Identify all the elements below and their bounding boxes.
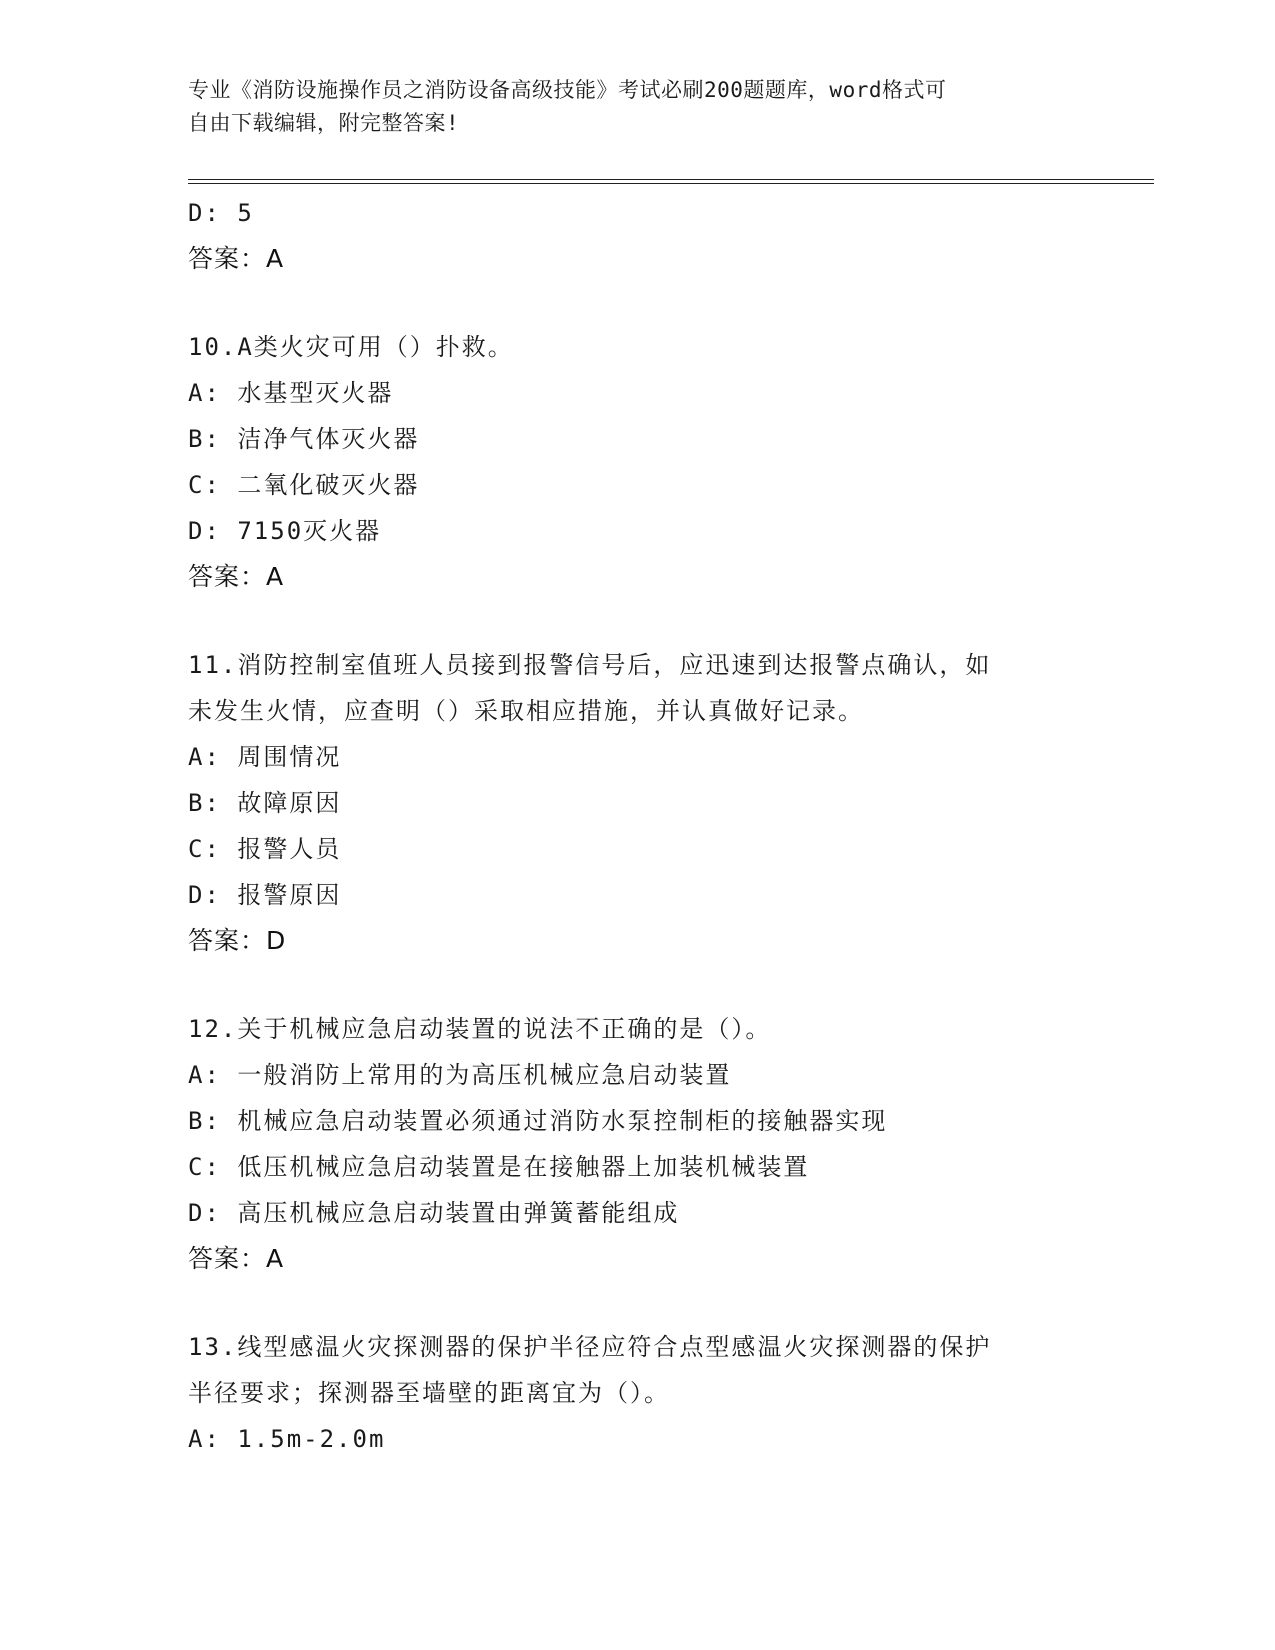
question-13	[188, 1324, 1108, 1462]
option-a: A: 周围情况	[188, 743, 342, 771]
spacer	[188, 964, 1108, 1006]
spacer	[188, 282, 1108, 324]
option-c: C: 低压机械应急启动装置是在接触器上加装机械装置	[188, 1153, 810, 1181]
question-text-continued: 未发生火情，应查明（）采取相应措施，并认真做好记录。	[188, 697, 864, 725]
previous-question-tail	[188, 190, 1108, 282]
question-text: 10.A类火灾可用（）扑救。	[188, 333, 514, 361]
option-c: C: 报警人员	[188, 835, 342, 863]
option-b: B: 机械应急启动装置必须通过消防水泵控制柜的接触器实现	[188, 1107, 888, 1135]
spacer	[188, 600, 1108, 642]
question-12	[188, 1006, 1108, 1282]
option-a: A: 一般消防上常用的为高压机械应急启动装置	[188, 1061, 732, 1089]
question-text: 11.消防控制室值班人员接到报警信号后，应迅速到达报警点确认，如	[188, 651, 992, 679]
option-d: D: 7150灭火器	[188, 517, 382, 545]
document-header	[188, 74, 1068, 140]
option-c: C: 二氧化破灭火器	[188, 471, 420, 499]
option-a: A: 1.5m-2.0m	[188, 1425, 386, 1453]
answer-line: 答案：A	[188, 562, 285, 591]
option-d: D: 报警原因	[188, 881, 342, 909]
answer-line: 答案：D	[188, 926, 287, 955]
option-b: B: 故障原因	[188, 789, 342, 817]
document-body	[188, 190, 1108, 1462]
header-line-1: 专业《消防设施操作员之消防设备高级技能》考试必刷200题题库，word格式可	[188, 78, 947, 102]
answer-line: 答案：A	[188, 244, 285, 273]
header-divider-bottom	[188, 183, 1154, 184]
question-11	[188, 642, 1108, 964]
question-text-continued: 半径要求；探测器至墙壁的距离宜为（）。	[188, 1379, 670, 1407]
option-a: A: 水基型灭火器	[188, 379, 394, 407]
option-b: B: 洁净气体灭火器	[188, 425, 420, 453]
answer-line: 答案：A	[188, 1244, 285, 1273]
question-text: 12.关于机械应急启动装置的说法不正确的是（）。	[188, 1015, 772, 1043]
spacer	[188, 1282, 1108, 1324]
question-10	[188, 324, 1108, 600]
question-text: 13.线型感温火灾探测器的保护半径应符合点型感温火灾探测器的保护	[188, 1333, 992, 1361]
option-d: D: 5	[188, 199, 254, 227]
option-d: D: 高压机械应急启动装置由弹簧蓄能组成	[188, 1199, 680, 1227]
header-line-2: 自由下载编辑，附完整答案!	[188, 111, 460, 135]
header-divider-top	[188, 179, 1154, 180]
